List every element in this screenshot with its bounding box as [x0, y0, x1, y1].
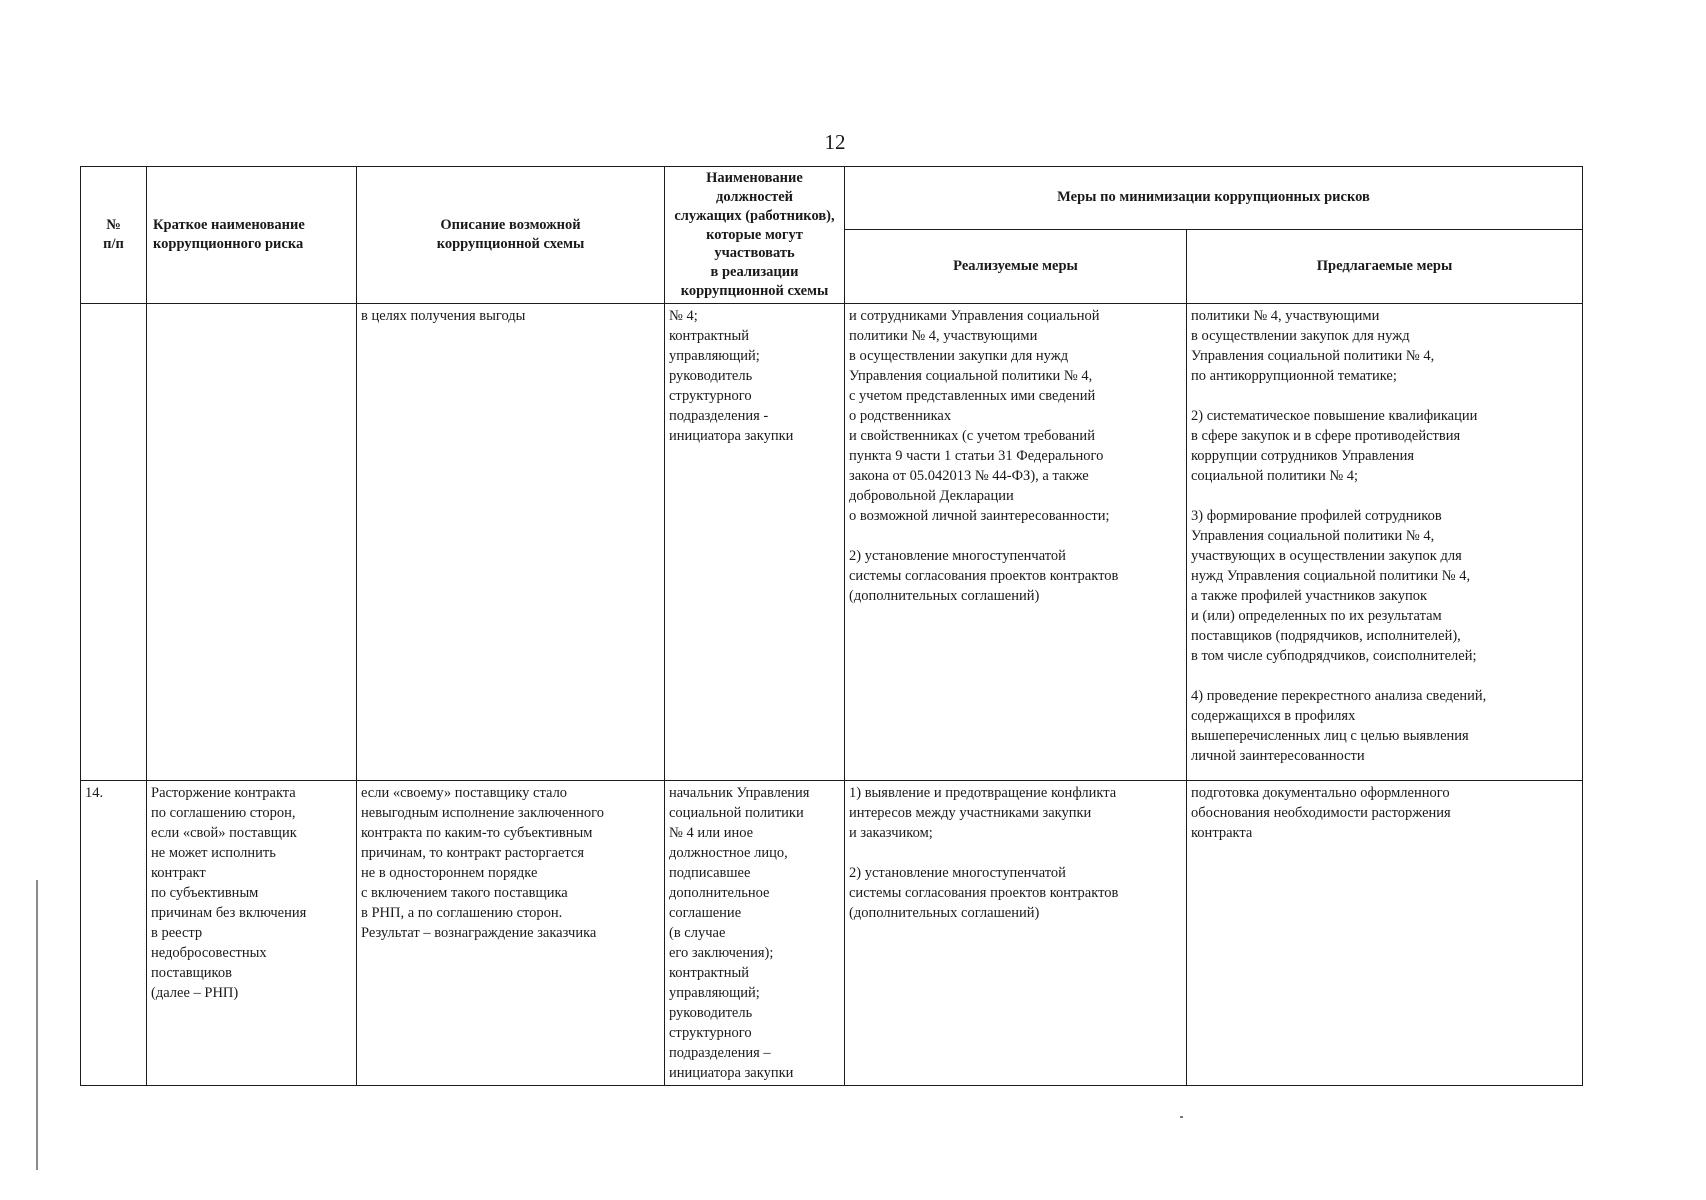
cell-number [81, 303, 147, 780]
cell-positions: начальник Управления социальной политики № 4 или иное должностное лицо, подписавшее дополнительное соглашение (в случае его заключения); контрактный управляющий; руководитель структурного подразделения – инициатора закупки [665, 780, 845, 1085]
page-number: 12 [824, 130, 846, 154]
cell-number: 14. [81, 780, 147, 1085]
header-scheme-description: Описание возможной коррупционной схемы [357, 167, 665, 304]
table-row [81, 780, 1583, 1085]
cell-implemented-measures: и сотрудниками Управления социальной политики № 4, участвующими в осуществлении закупки для нужд Управления социальной политики № 4, с учетом представленных ими сведений о родственниках и свойственниках (с учетом требований пункта 9 части 1 статьи 31 Федерального закона от 05.042013 № 44-ФЗ), а также добровольной Декларации о возможной личной заинтересованности; 2) установление многоступенчатой системы согласования проектов контрактов (дополнительных соглашений) [845, 303, 1187, 780]
header-positions: Наименование должностей служащих (работников), которые могут участвовать в реализации коррупционной схемы [665, 167, 845, 304]
header-proposed-measures: Предлагаемые меры [1187, 229, 1583, 303]
header-implemented-measures: Реализуемые меры [845, 229, 1187, 303]
cell-risk-name: Расторжение контракта по соглашению сторон, если «свой» поставщик не может исполнить контракт по субъективным причинам без включения в реестр недобросовестных поставщиков (далее – РНП) [147, 780, 357, 1085]
cell-scheme-description: в целях получения выгоды [357, 303, 665, 780]
scan-edge-mark [36, 880, 38, 1170]
corruption-risk-table [80, 166, 1583, 1086]
header-number: № п/п [81, 167, 147, 304]
cell-risk-name [147, 303, 357, 780]
cell-proposed-measures: подготовка документально оформленного обоснования необходимости расторжения контракта [1187, 780, 1583, 1085]
cell-proposed-measures: политики № 4, участвующими в осуществлении закупок для нужд Управления социальной политики № 4, по антикоррупционной тематике; 2) систематическое повышение квалификации в сфере закупок и в сфере противодействия коррупции сотрудников Управления социальной политики № 4; 3) формирование профилей сотрудников Управления социальной политики № 4, участвующих в осуществлении закупок для нужд Управления социальной политики № 4, а также профилей участников закупок и (или) определенных по их результатам поставщиков (подрядчиков, исполнителей), в том числе субподрядчиков, соисполнителей; 4) проведение перекрестного анализа сведений, содержащихся в профилях вышеперечисленных лиц с целью выявления личной заинтересованности [1187, 303, 1583, 780]
cell-scheme-description: если «своему» поставщику стало невыгодным исполнение заключенного контракта по каким-то субъективным причинам, то контракт расторгается не в одностороннем порядке с включением такого поставщика в РНП, а по соглашению сторон. Результат – вознаграждение заказчика [357, 780, 665, 1085]
cell-positions: № 4; контрактный управляющий; руководитель структурного подразделения - инициатора закупки [665, 303, 845, 780]
table-row [81, 303, 1583, 780]
scan-dot-mark [1180, 1116, 1183, 1118]
header-risk-name: Краткое наименование коррупционного риска [147, 167, 357, 304]
cell-implemented-measures: 1) выявление и предотвращение конфликта интересов между участниками закупки и заказчиком; 2) установление многоступенчатой системы согласования проектов контрактов (дополнительных соглашений) [845, 780, 1187, 1085]
header-measures: Меры по минимизации коррупционных рисков [845, 167, 1583, 230]
